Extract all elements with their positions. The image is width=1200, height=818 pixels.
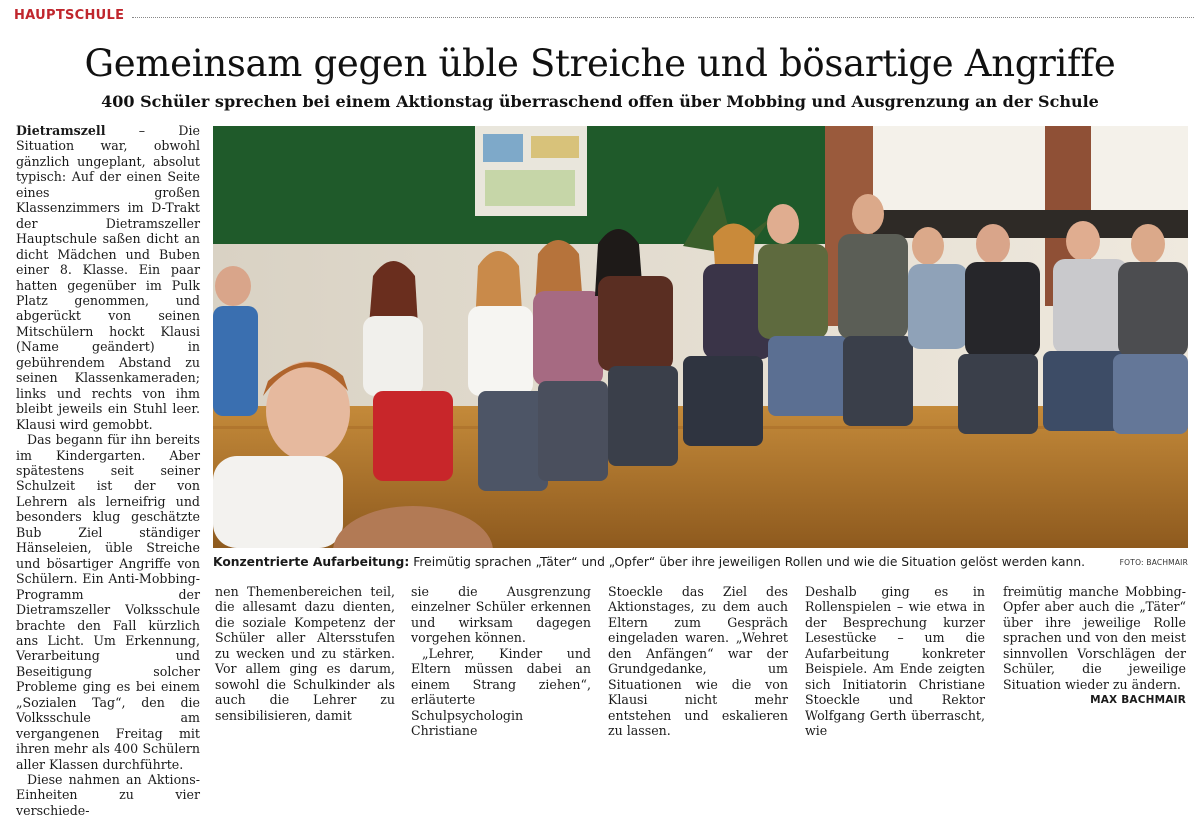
photo-credit: FOTO: BACHMAIR: [1119, 558, 1188, 567]
article-paragraph: Deshalb ging es in Rollenspielen – wie etwa in der Besprechung kurzer Lesestücke – um die Aufarbeitung konkreter Beispiele. Am Ende zeigten sich Initiatorin Christiane Stoeckle und Rektor Wolfgang Gerth überrascht, wie: [805, 584, 985, 739]
section-header: [14, 6, 1194, 24]
article-paragraph-3: Diese nahmen an Aktions-Einheiten zu vier verschiede-: [16, 772, 200, 818]
photo-caption: [213, 553, 1188, 571]
article-column-5: [805, 584, 985, 739]
article-paragraph-2: Das begann für ihn bereits im Kindergarten. Aber spätestens seit seiner Schulzeit ist der von Lehrern als lerneifrig und besonders klug geschätzte Bub Ziel ständiger Hänseleien, üble Streiche und bösartiger Angriffe von Schülern. Ein Anti-Mobbing-Programm der Dietramszeller Volksschule brachte den Fall kürzlich ans Licht. Um Erkennung, Verarbeitung und Beseitigung solcher Probleme ging es bei einem „Sozialen Tag“, den die Volksschule am vergangenen Freitag mit ihren mehr als 400 Schülern aller Klassen durchführte.: [16, 432, 200, 772]
article-paragraph: nen Themenbereichen teil, die allesamt dazu dienten, die soziale Kompetenz der Schüler aller Altersstufen zu wecken und zu stärken. Vor allem ging es darum, sowohl die Schulkinder als auch die Lehrer zu sensibilisieren, damit: [215, 584, 395, 723]
article-column-6: [1003, 584, 1186, 692]
article-photo: [213, 126, 1188, 548]
article-paragraph: „Lehrer, Kinder und Eltern müssen dabei an einem Strang ziehen“, erläuterte Schulpsychologin Christiane: [411, 645, 591, 739]
paragraph-text: – Die Situation war, obwohl gänzlich ungeplant, absolut typisch: Auf der einen Seite eines großen Klassenzimmers im D-Trakt der Dietramszeller Hauptschule saßen dicht an dicht Mädchen und Buben einer 8. Klasse. Ein paar hatten gegenüber im Pulk Platz genommen, und abgerückt von seinen Mitschülern hockt Klausi (Name geändert) in gebührendem Abstand zu seinen Klassenkameraden; links und rechts von ihm bleibt jeweils ein Stuhl leer. Klausi wird gemobbt.: [16, 123, 200, 432]
headline: Gemeinsam gegen üble Streiche und bösartige Angriffe: [84, 42, 1116, 85]
dateline: Dietramszell: [16, 123, 106, 138]
article-paragraph: Stoeckle das Ziel des Aktionstages, zu dem auch Eltern zum Gespräch eingeladen waren. „Wehret den Anfängen“ war der Grundgedanke, um Situationen wie die von Klausi nicht mehr entstehen und eskalieren zu lassen.: [608, 584, 788, 739]
article-paragraph: sie die Ausgrenzung einzelner Schüler erkennen und wirksam dagegen vorgehen können.: [411, 584, 591, 646]
caption-lead: Konzentrierte Aufarbeitung:: [213, 555, 410, 569]
classroom-photo-illustration: [213, 126, 1188, 548]
article-paragraph-1: [16, 123, 200, 432]
section-rule: [132, 17, 1194, 18]
subheadline: 400 Schüler sprechen bei einem Aktionstag überraschend offen über Mobbing und Ausgrenzung an der Schule: [101, 92, 1099, 111]
article-column-3: [411, 584, 591, 739]
article-column-4: [608, 584, 788, 739]
article-column-1: [16, 123, 200, 818]
caption-text: Freimütig sprachen „Täter“ und „Opfer“ über ihre jeweiligen Rollen und wie die Situation gelöst werden kann.: [409, 555, 1086, 569]
article-column-2: [215, 584, 395, 723]
author-byline: MAX BACHMAIR: [1090, 694, 1186, 706]
section-label: HAUPTSCHULE: [14, 7, 125, 23]
article-paragraph: freimütig manche Mobbing-Opfer aber auch die „Täter“ über ihre jeweilige Rolle sprachen und von den meist sinnvollen Vorschlägen der Schüler, die jeweilige Situation wieder zu ändern.: [1003, 584, 1186, 692]
